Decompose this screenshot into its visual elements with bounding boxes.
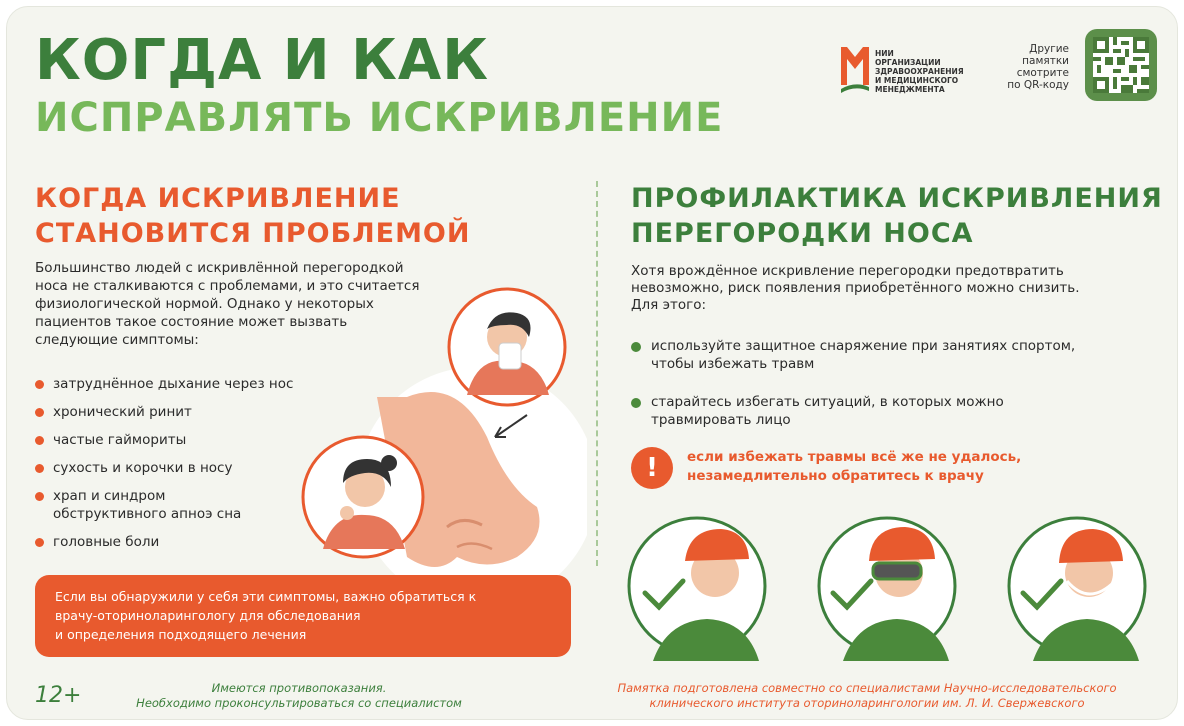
infographic-card xyxy=(6,6,1178,720)
list-item: затруднённое дыхание через нос xyxy=(35,375,355,393)
qr-code-icon xyxy=(1093,37,1149,93)
list-item: хронический ринит xyxy=(35,403,355,421)
bullet-icon xyxy=(35,408,44,417)
qr-code[interactable] xyxy=(1085,29,1157,101)
sneezing-man-icon xyxy=(449,289,565,405)
nose-illustration xyxy=(287,287,587,597)
contraindications-note: Имеются противопоказания. Необходимо проконсультироваться со специалистом xyxy=(136,681,462,710)
bullet-icon xyxy=(631,398,641,408)
bullet-icon xyxy=(35,492,44,501)
bullet-icon xyxy=(35,436,44,445)
qr-note: Другие памятки смотрите по QR-коду xyxy=(1007,43,1069,91)
helmet-illustrations xyxy=(627,511,1167,661)
list-item: старайтесь избегать ситуаций, в которых можно травмировать лицо xyxy=(631,393,1151,429)
age-rating: 12+ xyxy=(35,683,82,708)
left-intro: Большинство людей с искривлённой перегородкой носа не сталкиваются с проблемами, и это считается физиологической нормой. Однако у некоторых пациентов такое состояние может вызвать следующие симптомы: xyxy=(35,260,420,348)
motorcycle-helmet-icon xyxy=(819,518,955,661)
list-item: используйте защитное снаряжение при занятиях спортом, чтобы избежать травм xyxy=(631,337,1151,373)
right-intro: Хотя врождённое искривление перегородки предотвратить невозможно, риск появления приобретённого можно снизить. Для этого: xyxy=(631,263,1080,313)
niiozmm-logo-icon xyxy=(839,41,871,95)
bike-helmet-icon xyxy=(629,518,765,661)
main-title-line2: ИСПРАВЛЯТЬ ИСКРИВЛЕНИЕ xyxy=(35,95,724,141)
list-item: головные боли xyxy=(35,533,355,551)
logo-text: НИИ ОРГАНИЗАЦИИ ЗДРАВООХРАНЕНИЯ И МЕДИЦИНСКОГО МЕНЕДЖМЕНТА xyxy=(875,49,964,94)
bullet-icon xyxy=(35,538,44,547)
left-heading: КОГДА ИСКРИВЛЕНИЕ СТАНОВИТСЯ ПРОБЛЕМОЙ xyxy=(35,183,471,249)
list-item: частые гаймориты xyxy=(35,431,355,449)
bullet-icon xyxy=(631,342,641,352)
credits-note: Памятка подготовлена совместно со специалистами Научно-исследовательского клинического института оториноларингологии им. Л. И. Свержевского xyxy=(617,681,1117,710)
warning-text: если избежать травмы всё же не удалось, незамедлительно обратитесь к врачу xyxy=(687,449,1022,484)
list-item: сухость и корочки в носу xyxy=(35,459,355,477)
section-divider xyxy=(596,181,598,566)
bullet-icon xyxy=(35,464,44,473)
list-item: храп и синдром обструктивного апноэ сна xyxy=(35,487,355,523)
hockey-helmet-icon xyxy=(1009,518,1145,661)
bullet-icon xyxy=(35,380,44,389)
organization-logo xyxy=(839,41,979,101)
prevention-list xyxy=(631,337,1151,449)
coughing-woman-icon xyxy=(303,437,423,557)
exclamation-icon: ! xyxy=(631,447,673,489)
right-heading: ПРОФИЛАКТИКА ИСКРИВЛЕНИЯ ПЕРЕГОРОДКИ НОСА xyxy=(631,183,1163,249)
main-title-line1: КОГДА И КАК xyxy=(35,28,490,93)
see-doctor-alert: Если вы обнаружили у себя эти симптомы, важно обратиться к врачу-оториноларингологу для обследования и определения подходящего лечения xyxy=(35,575,571,657)
